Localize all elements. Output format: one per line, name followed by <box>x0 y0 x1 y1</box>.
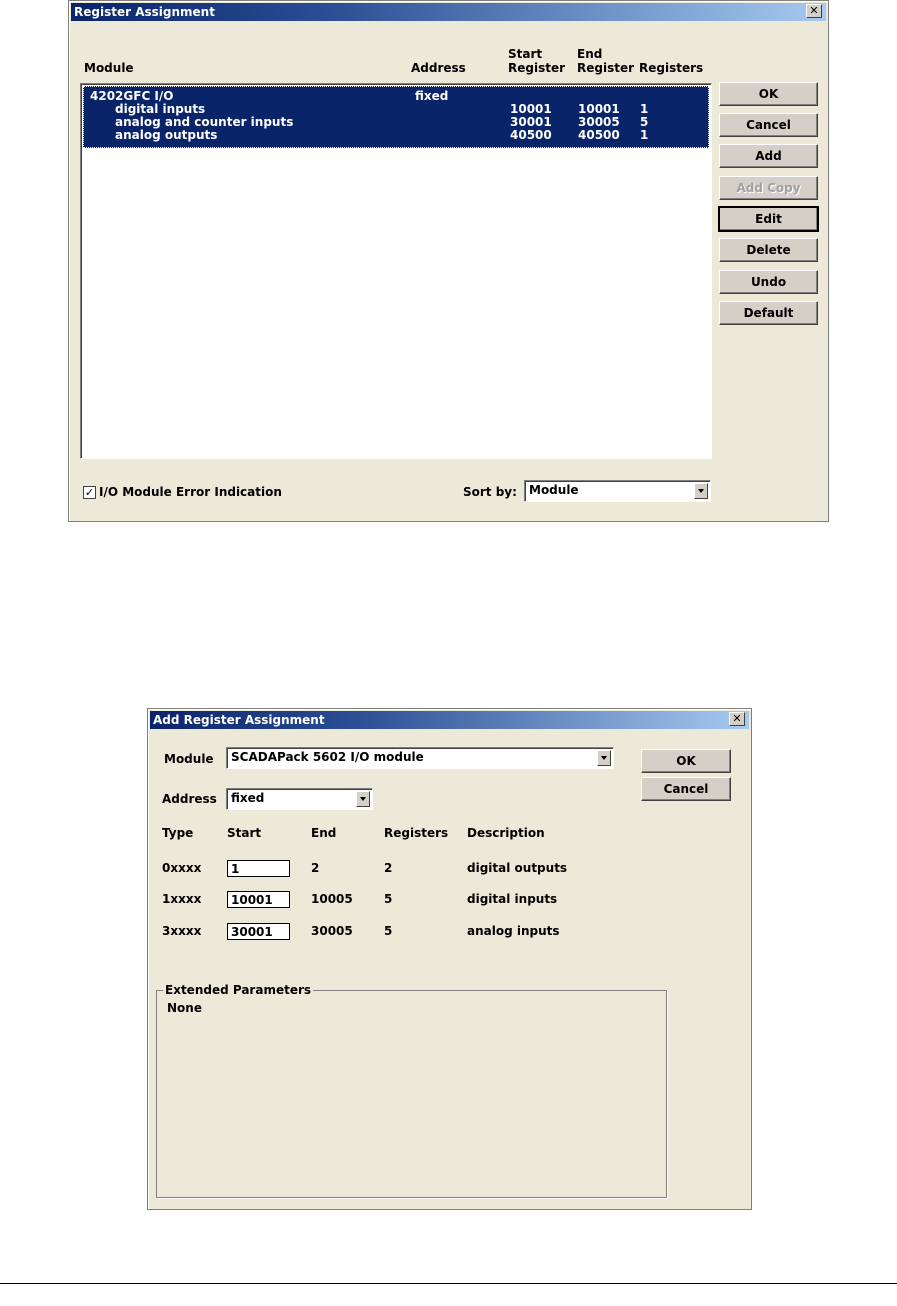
list-item-module: 4202GFC I/O <box>90 89 174 103</box>
column-header-module[interactable]: Module <box>84 61 134 75</box>
dropdown-arrow-icon[interactable] <box>356 791 370 807</box>
header-start: Start <box>227 826 262 840</box>
list-item-module: digital inputs <box>115 102 206 116</box>
dropdown-arrow-icon[interactable] <box>597 750 611 766</box>
start-input[interactable]: 1 <box>227 860 290 877</box>
list-item-address: fixed <box>415 89 449 103</box>
row-type: 3xxxx <box>162 924 202 938</box>
list-item-module: analog outputs <box>115 128 218 142</box>
address-value: fixed <box>231 791 265 805</box>
edit-button[interactable]: Edit <box>719 207 818 231</box>
column-header-address[interactable]: Address <box>411 61 466 75</box>
window-title: Register Assignment <box>74 5 215 19</box>
sort-by-value: Module <box>529 483 579 497</box>
row-description: digital inputs <box>467 892 558 906</box>
extended-parameters-label: Extended Parameters <box>165 983 312 997</box>
list-item-registers: 5 <box>640 115 649 129</box>
cancel-button[interactable]: Cancel <box>641 777 731 801</box>
add-register-assignment-window <box>147 708 752 1210</box>
page-divider <box>0 1283 897 1284</box>
list-item-end: 30005 <box>578 115 620 129</box>
row-registers: 5 <box>384 892 393 906</box>
list-item-start: 10001 <box>510 102 552 116</box>
list-item-end: 40500 <box>578 128 620 142</box>
list-item-start: 30001 <box>510 115 552 129</box>
extended-parameters-group <box>156 983 667 1198</box>
register-assignment-window <box>68 0 829 522</box>
error-indication-checkbox[interactable]: ✓ <box>84 486 95 499</box>
row-end: 2 <box>311 861 320 875</box>
row-description: analog inputs <box>467 924 560 938</box>
address-label: Address <box>162 792 217 806</box>
column-header-end-line2[interactable]: Register <box>577 61 635 75</box>
delete-button[interactable]: Delete <box>719 238 818 262</box>
row-end: 10005 <box>311 892 353 906</box>
row-registers: 5 <box>384 924 393 938</box>
list-item-end: 10001 <box>578 102 620 116</box>
sort-by-select[interactable] <box>524 480 711 502</box>
column-header-registers[interactable]: Registers <box>639 61 704 75</box>
row-description: digital outputs <box>467 861 568 875</box>
header-registers: Registers <box>384 826 449 840</box>
column-header-start-line2[interactable]: Register <box>508 61 566 75</box>
window-title: Add Register Assignment <box>153 713 325 727</box>
ok-button[interactable]: OK <box>641 749 731 773</box>
row-end: 30005 <box>311 924 353 938</box>
module-value: SCADAPack 5602 I/O module <box>231 750 424 764</box>
close-icon[interactable]: ✕ <box>729 712 745 726</box>
ok-button[interactable]: OK <box>719 82 818 106</box>
row-type: 0xxxx <box>162 861 202 875</box>
address-select[interactable] <box>226 788 373 810</box>
list-item-registers: 1 <box>640 128 649 142</box>
cancel-button[interactable]: Cancel <box>719 113 818 137</box>
undo-button[interactable]: Undo <box>719 270 818 294</box>
selected-module-group[interactable] <box>83 86 709 148</box>
header-description: Description <box>467 826 545 840</box>
list-item-registers: 1 <box>640 102 649 116</box>
row-registers: 2 <box>384 861 393 875</box>
dropdown-arrow-icon[interactable] <box>694 483 708 499</box>
close-icon[interactable]: ✕ <box>806 4 822 18</box>
title-bar[interactable] <box>71 3 826 21</box>
error-indication-label[interactable]: I/O Module Error Indication <box>99 485 282 499</box>
extended-parameters-value: None <box>167 1001 202 1015</box>
header-end: End <box>311 826 337 840</box>
start-input[interactable]: 30001 <box>227 923 290 940</box>
list-item-start: 40500 <box>510 128 552 142</box>
module-select[interactable] <box>226 747 614 769</box>
add-button[interactable]: Add <box>719 144 818 168</box>
sort-by-label: Sort by: <box>463 485 517 499</box>
start-input[interactable]: 10001 <box>227 891 290 908</box>
register-list[interactable] <box>80 83 712 459</box>
column-header-start-line1[interactable]: Start <box>508 47 543 61</box>
module-label: Module <box>164 752 214 766</box>
title-bar[interactable] <box>150 711 749 729</box>
row-type: 1xxxx <box>162 892 202 906</box>
list-item-module: analog and counter inputs <box>115 115 294 129</box>
add-copy-button[interactable]: Add Copy <box>719 176 818 200</box>
header-type: Type <box>162 826 194 840</box>
column-header-end-line1[interactable]: End <box>577 47 603 61</box>
default-button[interactable]: Default <box>719 301 818 325</box>
